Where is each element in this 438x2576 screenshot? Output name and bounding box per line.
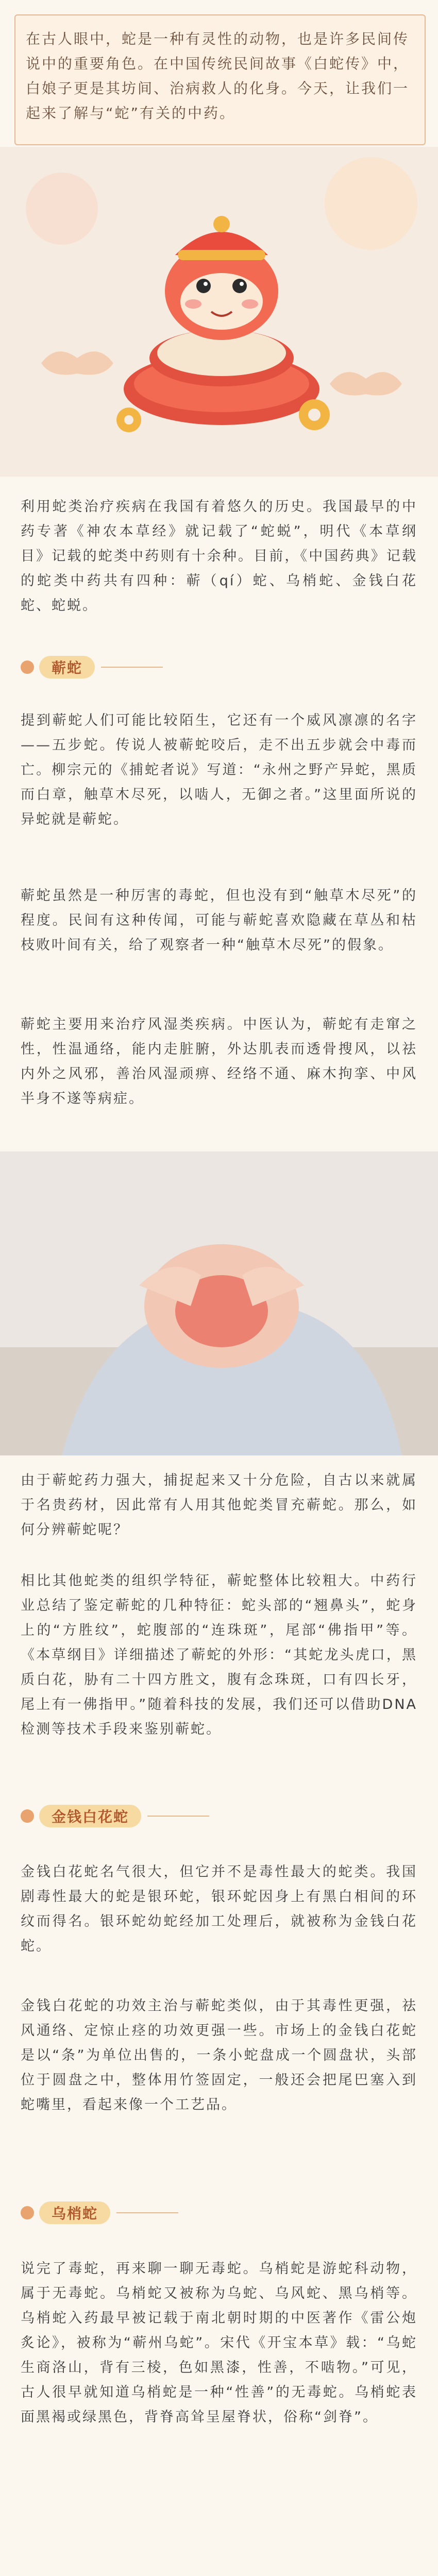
paragraph-qishe-legend: 蕲蛇虽然是一种厉害的毒蛇，但也没有到“触草木尽死”的程度。民间有这种传闻，可能与蕲蛇喜欢隐藏在草丛和枯枝败叶间有关，给了观察者一种“触草木尽死”的假象。: [21, 888, 417, 953]
section-pill: [39, 1805, 141, 1827]
section-heading-wushao: [21, 2197, 178, 2228]
paragraph-history: 利用蛇类治疗疾病在我国有着悠久的历史。我国最早的中药专著《神农本草经》就记载了“蛇蜕”，明代《本草纲目》记载的蛇类中药则有十余种。目前，《中国药典》记载的蛇类中药共有四种：蕲（qí）蛇、乌梢蛇、金钱白花蛇、蛇蜕。: [21, 499, 417, 614]
intro-box: [14, 14, 426, 145]
section-heading-jinqian: [21, 1801, 209, 1832]
section-title: 乌梢蛇: [52, 2205, 98, 2222]
paragraph-qishe-value: 由于蕲蛇药力强大，捕捉起来又十分危险，自古以来就属于名贵药材，因此常有人用其他蛇类冒充蕲蛇。那么，如何分辨蕲蛇呢？: [21, 1472, 417, 1538]
decor-knot-icon: [21, 1809, 34, 1823]
section-title: 蕲蛇: [52, 659, 83, 676]
snake-mascot-illustration: [0, 147, 438, 477]
knee-pain-image: [0, 1151, 438, 1455]
paragraph-jinqian-intro: 金钱白花蛇名气很大，但它并不是毒性最大的蛇类。我国剧毒性最大的蛇是银环蛇，银环蛇因身上有黑白相间的环纹而得名。银环蛇幼蛇经加工处理后，就被称为金钱白花蛇。: [21, 1864, 417, 1954]
knee-pain-photo: [0, 1151, 438, 1455]
decor-knot-icon: [21, 2206, 34, 2219]
divider-line: [101, 667, 163, 668]
hero-illustration: [0, 147, 438, 477]
divider-line: [116, 2212, 178, 2213]
section-title: 金钱白花蛇: [52, 1808, 129, 1825]
paragraph-jinqian-function: 金钱白花蛇的功效主治与蕲蛇类似，由于其毒性更强，祛风通络、定惊止痉的功效更强一些。市场上的金钱白花蛇是以“条”为单位出售的，一条小蛇盘成一个圆盘状，头部位于圆盘之中，整体用竹签固定，一般还会把尾巴塞入到蛇嘴里，看起来像一个工艺品。: [21, 1998, 417, 2113]
paragraph-qishe-use: 蕲蛇主要用来治疗风湿类疾病。中医认为，蕲蛇有走窜之性，性温通络，能内走脏腑，外达肌表而透骨搜风，以祛内外之风邪，善治风湿顽痹、经络不通、麻木拘挛、中风半身不遂等病症。: [21, 1016, 417, 1107]
section-pill: [39, 2201, 110, 2224]
intro-text: 在古人眼中，蛇是一种有灵性的动物，也是许多民间传说中的重要角色。在中国传统民间故事《白蛇传》中，白娘子更是其坊间、治病救人的化身。今天，让我们一起来了解与“蛇”有关的中药。: [26, 30, 410, 122]
section-heading-qishe: [21, 652, 163, 683]
paragraph-qishe-intro: 提到蕲蛇人们可能比较陌生，它还有一个威风凛凛的名字——五步蛇。传说人被蕲蛇咬后，走不出五步就会中毒而亡。柳宗元的《捕蛇者说》写道：“永州之野产异蛇，黑质而白章，触草木尽死，以啮人，无御之者。”这里面所说的异蛇就是蕲蛇。: [21, 713, 417, 827]
decor-knot-icon: [21, 660, 34, 674]
divider-line: [147, 1816, 209, 1817]
paragraph-wushao-intro: 说完了毒蛇，再来聊一聊无毒蛇。乌梢蛇是游蛇科动物，属于无毒蛇。乌梢蛇又被称为乌蛇、乌风蛇、黑乌梢等。乌梢蛇入药最早被记载于南北朝时期的中医著作《雷公炮炙论》，被称为“蕲州乌蛇”。宋代《开宝本草》载：“乌蛇生商洛山，背有三棱，色如黑漆，性善，不啮物。”可见，古人很早就知道乌梢蛇是一种“性善”的无毒蛇。乌梢蛇表面黑褐或绿黑色，背脊高耸呈屋脊状，俗称“剑脊”。: [21, 2261, 417, 2425]
section-pill: [39, 656, 95, 679]
paragraph-qishe-identify: 相比其他蛇类的组织学特征，蕲蛇整体比较粗大。中药行业总结了鉴定蕲蛇的几种特征：蛇头部的“翘鼻头”，蛇身上的“方胜纹”，蛇腹部的“连珠斑”，尾部“佛指甲”等。《本草纲目》详细描述了蕲蛇的外形：“其蛇龙头虎口，黑质白花，胁有二十四方胜文，腹有念珠斑，口有四长牙，尾上有一佛指甲。”随着科技的发展，我们还可以借助DNA检测等技术手段来鉴别蕲蛇。: [21, 1573, 417, 1737]
